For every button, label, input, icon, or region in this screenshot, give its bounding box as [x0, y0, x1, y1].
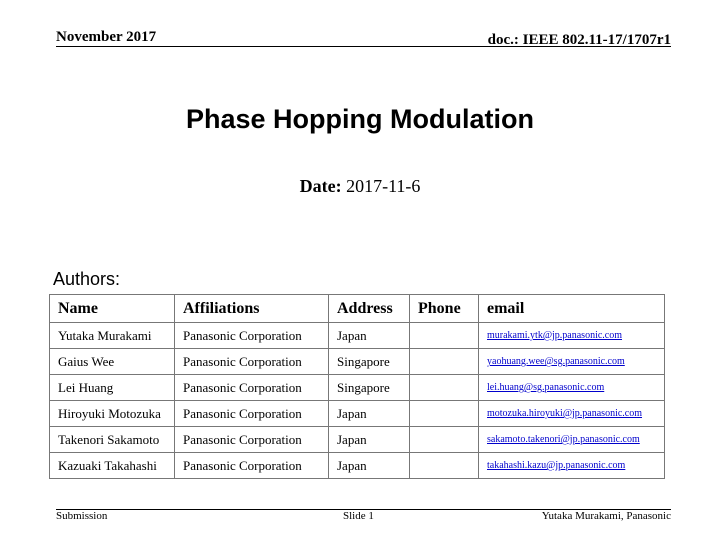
footer-submission: Submission	[56, 510, 108, 522]
cell-name: Gaius Wee	[50, 349, 175, 375]
column-header-address: Address	[329, 295, 410, 323]
cell-address: Singapore	[329, 349, 410, 375]
header-date: November 2017	[56, 29, 157, 45]
cell-affiliation: Panasonic Corporation	[175, 401, 329, 427]
table-row	[50, 427, 665, 453]
email-link[interactable]: yaohuang.wee@sg.panasonic.com	[479, 349, 665, 375]
cell-address: Japan	[329, 453, 410, 479]
cell-affiliation: Panasonic Corporation	[175, 323, 329, 349]
cell-affiliation: Panasonic Corporation	[175, 375, 329, 401]
header-divider	[56, 46, 671, 47]
table-row	[50, 323, 665, 349]
email-link[interactable]: sakamoto.takenori@jp.panasonic.com	[479, 427, 665, 453]
footer-author: Yutaka Murakami, Panasonic	[541, 510, 671, 522]
email-link[interactable]: takahashi.kazu@jp.panasonic.com	[479, 453, 665, 479]
cell-address: Singapore	[329, 375, 410, 401]
cell-name: Lei Huang	[50, 375, 175, 401]
authors-table	[49, 294, 665, 479]
table-row	[50, 453, 665, 479]
cell-name: Takenori Sakamoto	[50, 427, 175, 453]
column-header-name: Name	[50, 295, 175, 323]
email-link[interactable]: lei.huang@sg.panasonic.com	[479, 375, 665, 401]
cell-affiliation: Panasonic Corporation	[175, 349, 329, 375]
email-link[interactable]: murakami.ytk@jp.panasonic.com	[479, 323, 665, 349]
table-header-row	[50, 295, 665, 323]
cell-phone	[410, 375, 479, 401]
cell-address: Japan	[329, 427, 410, 453]
column-header-email: email	[479, 295, 665, 323]
table-row	[50, 401, 665, 427]
cell-phone	[410, 427, 479, 453]
cell-affiliation: Panasonic Corporation	[175, 427, 329, 453]
email-link[interactable]: motozuka.hiroyuki@jp.panasonic.com	[479, 401, 665, 427]
cell-name: Yutaka Murakami	[50, 323, 175, 349]
cell-phone	[410, 401, 479, 427]
table-row	[50, 375, 665, 401]
date-label: Date:	[299, 176, 342, 196]
cell-name: Hiroyuki Motozuka	[50, 401, 175, 427]
authors-label: Authors:	[53, 269, 121, 289]
footer-slide-number: Slide 1	[343, 510, 374, 522]
cell-phone	[410, 323, 479, 349]
date-line	[0, 176, 720, 197]
cell-phone	[410, 453, 479, 479]
cell-phone	[410, 349, 479, 375]
cell-affiliation: Panasonic Corporation	[175, 453, 329, 479]
cell-name: Kazuaki Takahashi	[50, 453, 175, 479]
header-doc-id: doc.: IEEE 802.11-17/1707r1	[487, 32, 671, 48]
column-header-affiliations: Affiliations	[175, 295, 329, 323]
cell-address: Japan	[329, 401, 410, 427]
cell-address: Japan	[329, 323, 410, 349]
table-row	[50, 349, 665, 375]
date-value: 2017-11-6	[346, 176, 421, 196]
slide-title: Phase Hopping Modulation	[186, 104, 534, 134]
column-header-phone: Phone	[410, 295, 479, 323]
